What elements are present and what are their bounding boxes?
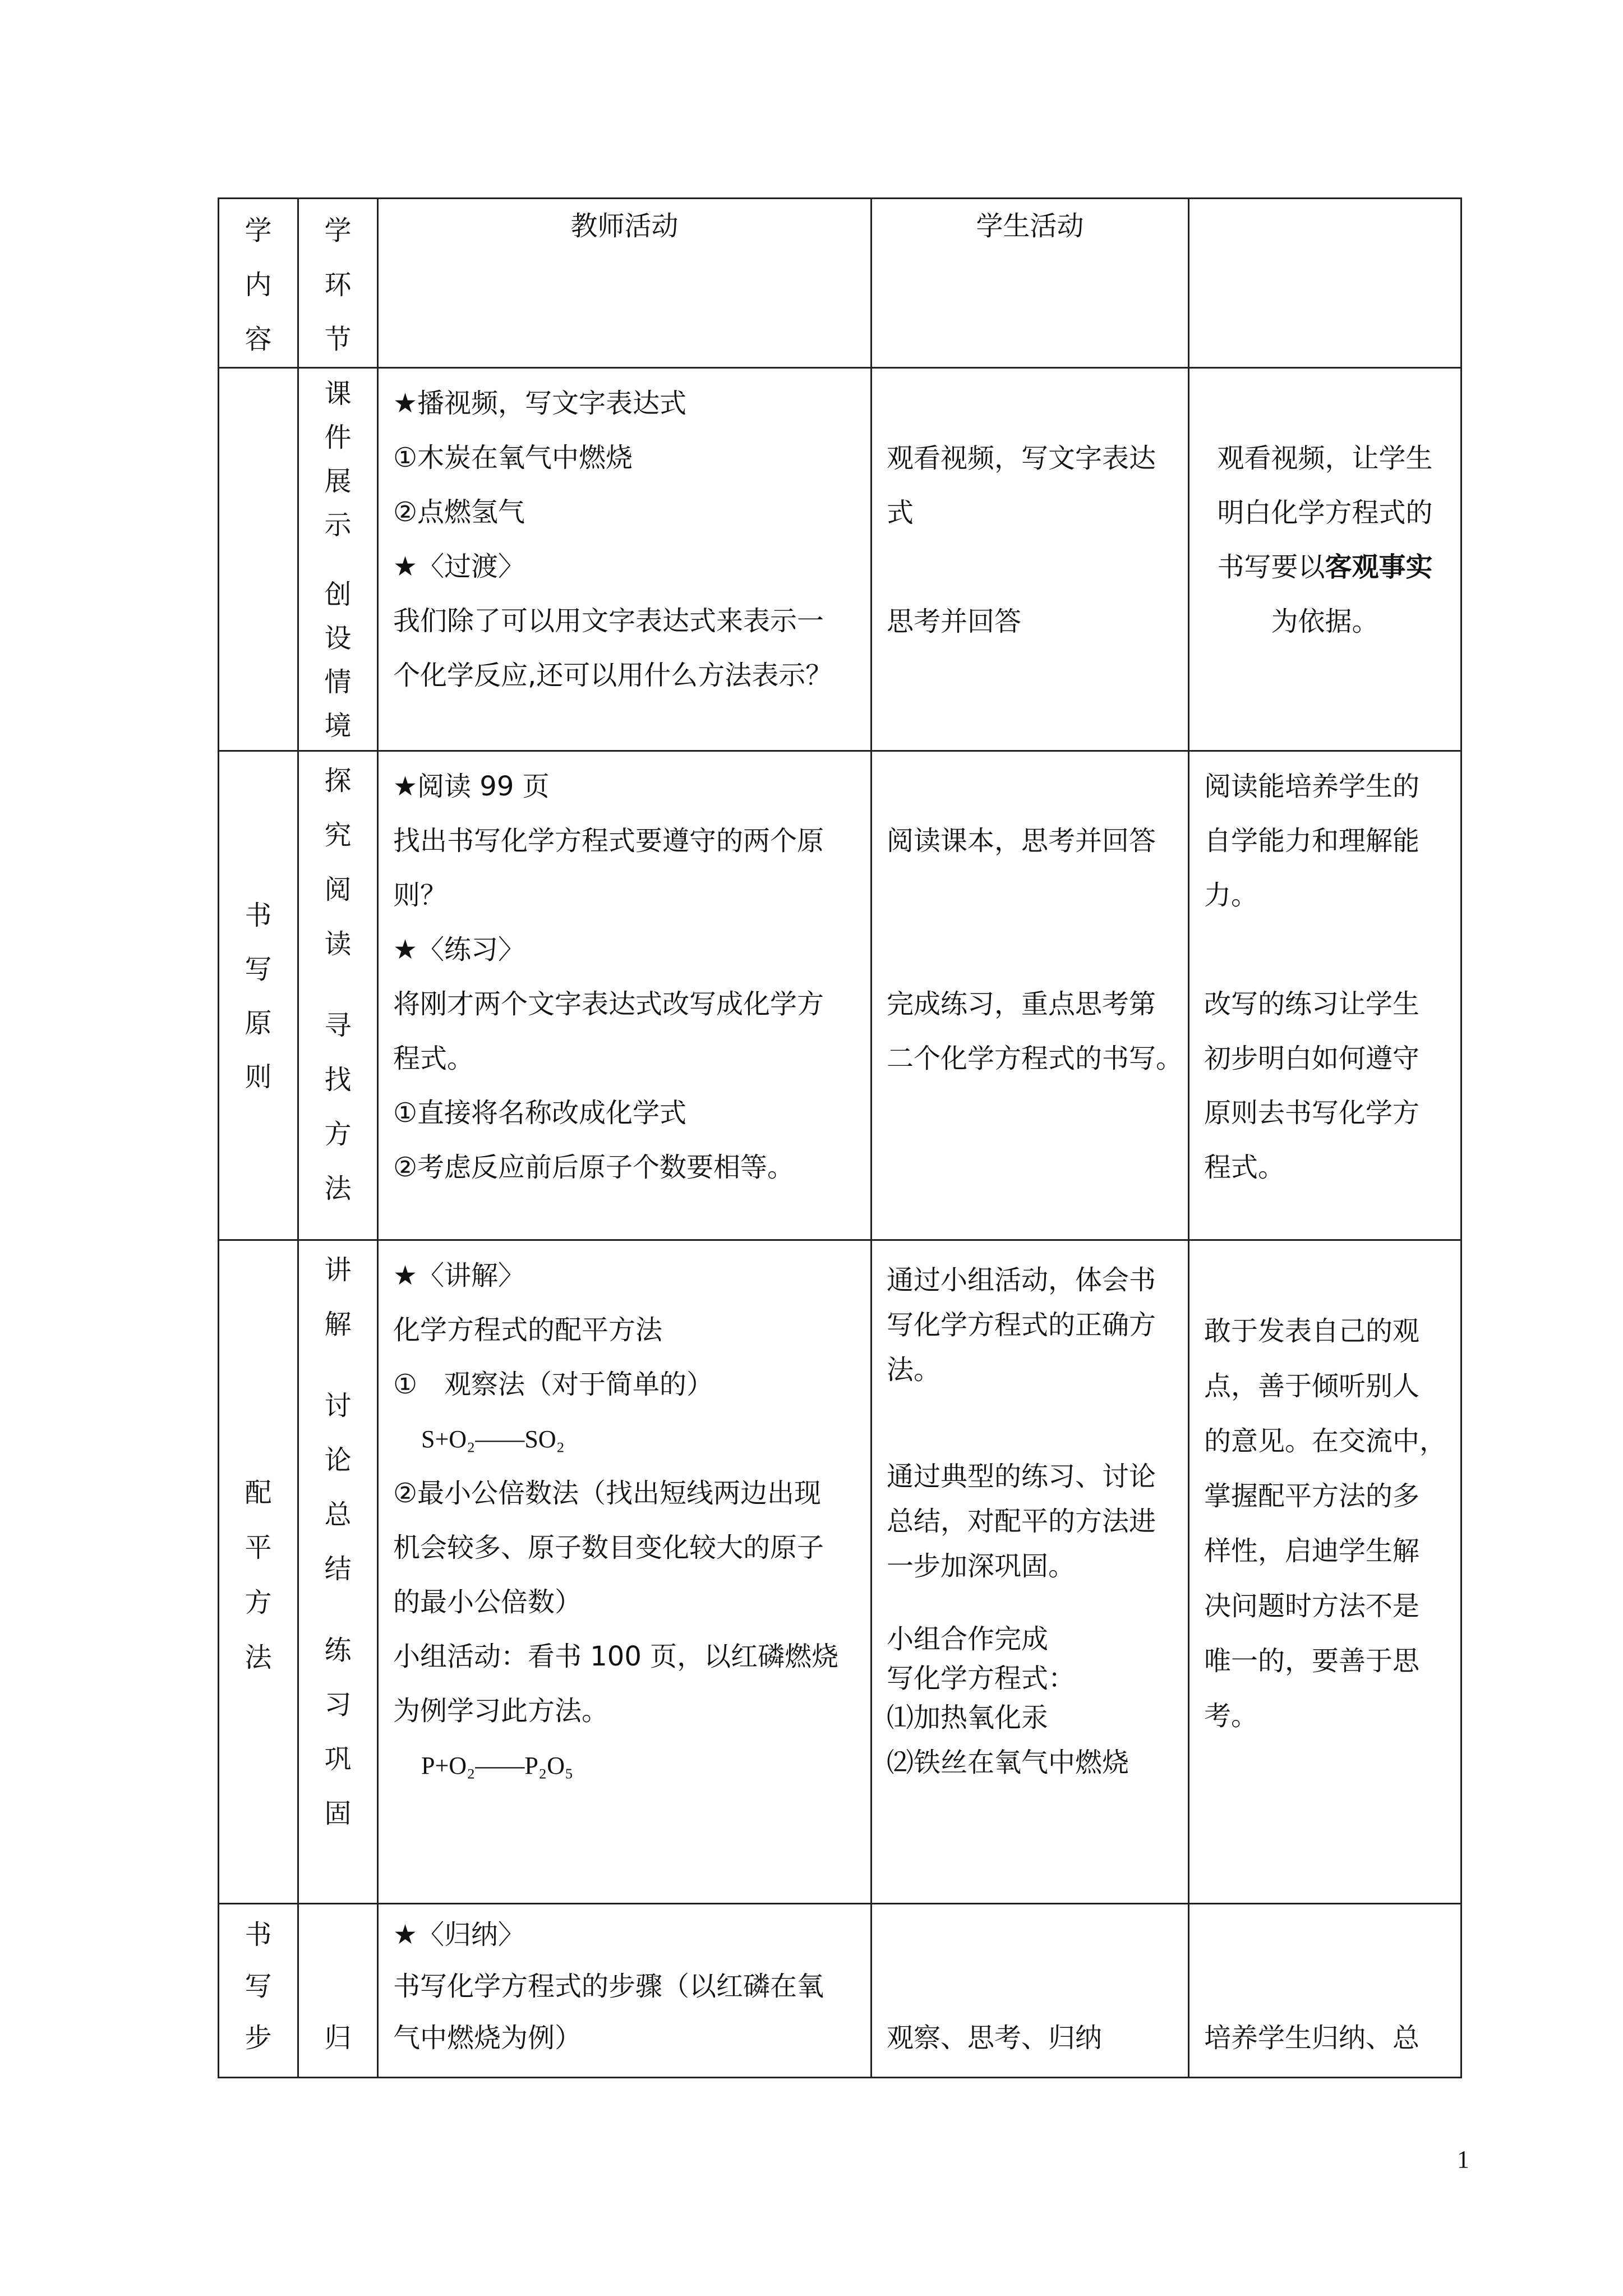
- student-activity-cell: [872, 1240, 1189, 1904]
- student-activity-cell: [872, 368, 1189, 751]
- teacher-line: 书写化学方程式的步骤（以红磷在氧: [393, 1971, 824, 2002]
- student-line: 总结，对配平的方法进: [887, 1506, 1156, 1537]
- content-char: 书: [245, 900, 272, 931]
- teacher-line: ★〈过渡〉: [393, 551, 525, 582]
- student-line: 写化学方程式：: [887, 1663, 1076, 1694]
- stage-char: 读: [324, 928, 352, 960]
- stage-char: [299, 547, 377, 573]
- content-char: 写: [245, 1971, 272, 2002]
- header-content-char: 学: [245, 215, 272, 246]
- intent-line: 自学能力和理解能: [1204, 825, 1420, 857]
- table-row: [219, 1240, 1461, 1904]
- table-row: [219, 1904, 1461, 2078]
- teacher-line: 将刚才两个文字表达式改写成化学方: [393, 988, 824, 1020]
- stage-char: 寻: [324, 1010, 352, 1041]
- student-line: 通过小组活动，体会书: [887, 1264, 1156, 1296]
- teacher-activity-cell: [378, 1240, 872, 1904]
- header-stage-char: 环: [324, 269, 352, 301]
- teacher-activity-cell: [378, 368, 872, 751]
- stage-char: 巩: [324, 1743, 352, 1775]
- intent-line: 程式。: [1204, 1152, 1285, 1183]
- content-char: 写: [245, 954, 272, 985]
- teacher-line: 小组活动：看书 100 页，以红磷燃烧: [393, 1641, 839, 1672]
- header-content-char: 内: [245, 269, 272, 301]
- teacher-line: 程式。: [393, 1043, 474, 1074]
- stage-char: [299, 972, 377, 999]
- stage-char: 探: [324, 765, 352, 797]
- teacher-line: ① 观察法（对于简单的）: [393, 1369, 714, 1400]
- intent-line: 点，善于倾听别人: [1204, 1370, 1420, 1402]
- teacher-line: ②最小公倍数法（找出短线两边出现: [393, 1478, 822, 1509]
- intent-line: 初步明白如何遵守: [1204, 1043, 1420, 1074]
- intent-cell: [1189, 1904, 1461, 2078]
- student-line: 法。: [887, 1354, 941, 1386]
- student-line: 观看视频，写文字表达: [887, 443, 1156, 474]
- stage-char: 练: [324, 1635, 352, 1666]
- intent-line: 的意见。在交流中，: [1204, 1425, 1447, 1457]
- intent-line: 为依据。: [1271, 606, 1379, 637]
- student-line: 式: [887, 497, 914, 528]
- content-char: 配: [245, 1477, 272, 1508]
- stage-char: 设: [324, 623, 352, 654]
- teacher-line: ★〈归纳〉: [393, 1919, 525, 1950]
- header-stage-cell: [298, 199, 378, 368]
- student-line: 二个化学方程式的书写。: [887, 1043, 1183, 1074]
- content-char: 平: [245, 1532, 272, 1563]
- header-teacher-activity: 教师活动: [378, 199, 872, 368]
- stage-char: 件: [324, 422, 352, 453]
- teacher-line: ②考虑反应前后原子个数要相等。: [393, 1152, 795, 1183]
- stage-char: 结: [324, 1553, 352, 1585]
- stage-char: 课: [324, 378, 352, 409]
- intent-emphasis: 客观事实: [1325, 551, 1433, 583]
- stage-char: 讨: [324, 1390, 352, 1421]
- content-char: 方: [245, 1587, 272, 1618]
- intent-line: 样性，启迪学生解: [1204, 1535, 1420, 1567]
- teacher-line: ①木炭在氧气中燃烧: [393, 442, 633, 473]
- teacher-line: 的最小公倍数）: [393, 1586, 582, 1618]
- stage-char: 阅: [324, 874, 352, 905]
- content-char: 书: [245, 1919, 272, 1950]
- stage-char: 解: [324, 1309, 352, 1340]
- teacher-line: 我们除了可以用文字表达式来表示一: [393, 605, 824, 637]
- stage-char: 展: [324, 466, 352, 497]
- intent-line: 力。: [1204, 880, 1258, 911]
- stage-cell: [298, 751, 378, 1240]
- content-char: 则: [245, 1061, 272, 1093]
- intent-line: 培养学生归纳、总: [1204, 2022, 1420, 2054]
- teacher-line: 则？: [393, 880, 448, 911]
- stage-char: [299, 1352, 377, 1379]
- stage-cell: [298, 1240, 378, 1904]
- stage-char: 总: [324, 1499, 352, 1530]
- content-cell: [219, 368, 298, 751]
- teacher-line: ★播视频，写文字表达式: [393, 388, 687, 419]
- table-row: [219, 368, 1461, 751]
- teacher-line: 化学方程式的配平方法: [393, 1314, 663, 1346]
- student-activity-cell: [872, 751, 1189, 1240]
- intent-cell: [1189, 1240, 1461, 1904]
- stage-char: 固: [324, 1798, 352, 1829]
- teacher-activity-cell: [378, 1904, 872, 2078]
- header-content-cell: [219, 199, 298, 368]
- stage-char: 境: [324, 710, 352, 742]
- student-line: 完成练习，重点思考第: [887, 988, 1156, 1020]
- stage-char: [299, 1961, 377, 2012]
- stage-char: 方: [324, 1119, 352, 1150]
- intent-line: 唯一的，要善于思: [1204, 1645, 1420, 1677]
- header-intent: [1189, 199, 1461, 368]
- student-line: 通过典型的练习、讨论: [887, 1461, 1156, 1492]
- student-line: 观察、思考、归纳: [887, 2022, 1103, 2054]
- intent-cell: [1189, 368, 1461, 751]
- stage-char: 情: [324, 666, 352, 698]
- student-line: 小组合作完成: [887, 1623, 1049, 1655]
- intent-line: 决问题时方法不是: [1204, 1590, 1420, 1622]
- stage-char: [299, 1596, 377, 1623]
- content-cell: [219, 1240, 298, 1904]
- teacher-line: 机会较多、原子数目变化较大的原子: [393, 1532, 824, 1563]
- content-cell: [219, 751, 298, 1240]
- student-line: ⑴加热氧化汞: [887, 1702, 1049, 1733]
- student-line: ⑵铁丝在氧气中燃烧: [887, 1747, 1129, 1778]
- intent-line: 敢于发表自己的观: [1204, 1315, 1420, 1347]
- intent-line: 考。: [1204, 1700, 1258, 1732]
- stage-char: 找: [324, 1064, 352, 1096]
- content-cell: [219, 1904, 298, 2078]
- header-stage-char: 学: [324, 215, 352, 246]
- formula-sulfur: S+O₂——SO₂: [421, 1425, 565, 1453]
- stage-char: 法: [324, 1173, 352, 1204]
- stage-char: 究: [324, 820, 352, 851]
- content-char: 原: [245, 1007, 272, 1039]
- student-line: 阅读课本，思考并回答: [887, 825, 1156, 857]
- teacher-line: ★阅读 99 页: [393, 771, 550, 802]
- header-content-char: 容: [245, 324, 272, 355]
- page-number: 1: [1457, 2146, 1469, 2173]
- teacher-line: ★〈讲解〉: [393, 1260, 525, 1291]
- stage-cell: [298, 1904, 378, 2078]
- student-line: 思考并回答: [887, 606, 1022, 637]
- teacher-line: ①直接将名称改成化学式: [393, 1097, 687, 1129]
- teacher-line: 找出书写化学方程式要遵守的两个原: [393, 825, 824, 857]
- intent-line: 明白化学方程式的: [1217, 497, 1433, 528]
- student-line: 一步加深巩固。: [887, 1550, 1076, 1582]
- stage-char: 论: [324, 1444, 352, 1476]
- student-activity-cell: [872, 1904, 1189, 2078]
- header-student-activity: 学生活动: [872, 199, 1189, 368]
- teacher-activity-cell: [378, 751, 872, 1240]
- lesson-plan-table: [218, 197, 1462, 2078]
- content-char: 步: [245, 2022, 272, 2054]
- intent-line: 改写的练习让学生: [1204, 988, 1420, 1020]
- intent-line: 观看视频，让学生: [1217, 443, 1433, 474]
- header-stage-char: 节: [324, 324, 352, 355]
- intent-line: 阅读能培养学生的: [1204, 771, 1420, 802]
- intent-line: [1195, 540, 1455, 595]
- stage-char: [299, 1909, 377, 1961]
- teacher-line: 为例学习此方法。: [393, 1695, 609, 1727]
- intent-cell: [1189, 751, 1461, 1240]
- teacher-line: 气中燃烧为例）: [393, 2022, 582, 2054]
- formula-phosphorus: P+O₂——P₂O₅: [421, 1752, 574, 1779]
- table-header-row: [219, 199, 1461, 368]
- content-char: 法: [245, 1642, 272, 1673]
- stage-char: 习: [324, 1689, 352, 1720]
- student-line: 写化学方程式的正确方: [887, 1309, 1156, 1341]
- teacher-line: ②点燃氢气: [393, 496, 525, 528]
- teacher-line: ★〈练习〉: [393, 934, 525, 965]
- intent-line: 掌握配平方法的多: [1204, 1480, 1420, 1512]
- stage-char: 示: [324, 509, 352, 541]
- teacher-line: 个化学反应,还可以用什么方法表示？: [393, 660, 833, 691]
- stage-char: 创: [324, 579, 352, 610]
- intent-text: 书写要以: [1217, 551, 1325, 583]
- table-row: [219, 751, 1461, 1240]
- intent-line: 原则去书写化学方: [1204, 1097, 1420, 1129]
- stage-char: 归: [324, 2022, 352, 2054]
- stage-cell: [298, 368, 378, 751]
- stage-char: 讲: [324, 1254, 352, 1286]
